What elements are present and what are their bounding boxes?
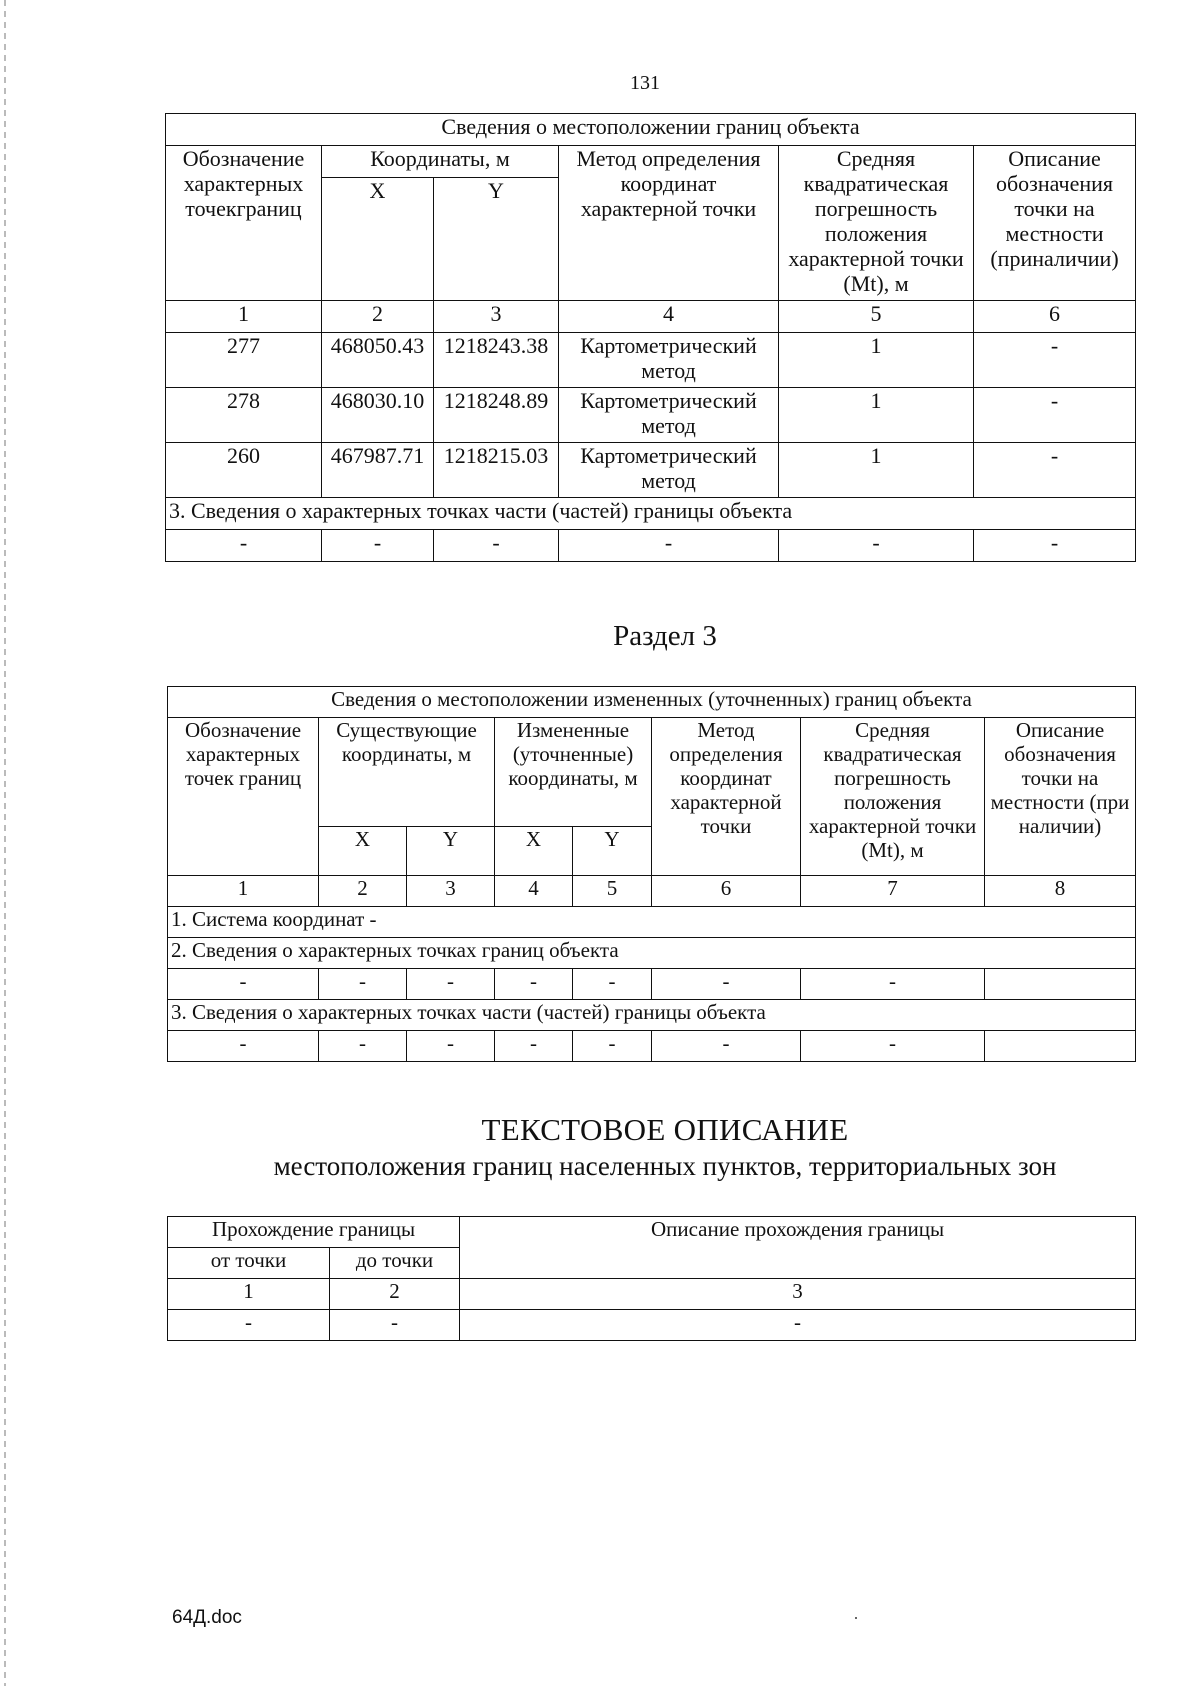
- empty-cell: -: [779, 530, 974, 562]
- col-number: 4: [559, 301, 779, 333]
- error-header: Средняя квадратическая погрешность положения характерной точки (Mt), м: [801, 718, 985, 876]
- col-number: 3: [407, 876, 495, 907]
- empty-cell: -: [974, 530, 1136, 562]
- col-number: 5: [573, 876, 652, 907]
- section-row: [168, 938, 1136, 969]
- column-number-row: [166, 301, 1136, 333]
- col-number: 3: [460, 1279, 1136, 1310]
- y-header: Y: [434, 178, 559, 301]
- empty-row: [168, 1031, 1136, 1062]
- empty-cell: -: [801, 1031, 985, 1062]
- changed-coords-header: Измененные (уточненные) координаты, м: [495, 718, 652, 827]
- from-point-cell: -: [168, 1310, 330, 1341]
- to-point-cell: -: [330, 1310, 460, 1341]
- text-description-title: ТЕКСТОВОЕ ОПИСАНИЕ: [481, 1112, 849, 1147]
- section2-label: 2. Сведения о характерных точках границ объекта: [168, 938, 1136, 969]
- empty-cell: [985, 1031, 1136, 1062]
- section-row: [168, 907, 1136, 938]
- empty-cell: [985, 969, 1136, 1000]
- col-number: 8: [985, 876, 1136, 907]
- empty-cell: -: [573, 1031, 652, 1062]
- section-title: Раздел 3: [613, 620, 717, 652]
- column-number-row: [168, 1279, 1136, 1310]
- x-header: X: [495, 827, 573, 876]
- empty-cell: -: [166, 530, 322, 562]
- error-cell: 1: [779, 443, 974, 498]
- method-cell: Картометрический метод: [559, 443, 779, 498]
- col-number: 1: [168, 1279, 330, 1310]
- error-cell: 1: [779, 388, 974, 443]
- passage-description-header: Описание прохождения границы: [460, 1217, 1136, 1279]
- col-number: 4: [495, 876, 573, 907]
- empty-cell: -: [322, 530, 434, 562]
- table-caption: Сведения о местоположении измененных (уточненных) границ объекта: [168, 687, 1136, 718]
- y-cell: 1218243.38: [434, 333, 559, 388]
- col-number: 1: [168, 876, 319, 907]
- empty-cell: -: [319, 969, 407, 1000]
- method-cell: Картометрический метод: [559, 388, 779, 443]
- table-caption-row: [166, 114, 1136, 146]
- table-row: [166, 443, 1136, 498]
- empty-cell: -: [168, 969, 319, 1000]
- empty-cell: -: [495, 969, 573, 1000]
- description-cell: -: [974, 388, 1136, 443]
- empty-cell: -: [407, 969, 495, 1000]
- y-cell: 1218248.89: [434, 388, 559, 443]
- empty-cell: -: [559, 530, 779, 562]
- point-cell: 278: [166, 388, 322, 443]
- empty-cell: -: [801, 969, 985, 1000]
- error-cell: 1: [779, 333, 974, 388]
- empty-cell: -: [652, 1031, 801, 1062]
- column-number-row: [168, 876, 1136, 907]
- from-point-header: от точки: [168, 1248, 330, 1279]
- method-header: Метод определения координат характерной точки: [559, 146, 779, 301]
- description-header: Описание обозначения точки на местности (приналичии): [974, 146, 1136, 301]
- x-cell: 468050.43: [322, 333, 434, 388]
- y-header: Y: [573, 827, 652, 876]
- changed-boundary-table: [167, 686, 1136, 1062]
- description-header: Описание обозначения точки на местности (при наличии): [985, 718, 1136, 876]
- method-cell: Картометрический метод: [559, 333, 779, 388]
- table-row: [168, 1310, 1136, 1341]
- coordinate-system-label: 1. Система координат -: [168, 907, 1136, 938]
- col-number: 2: [319, 876, 407, 907]
- x-cell: 467987.71: [322, 443, 434, 498]
- section3-label: 3. Сведения о характерных точках части (частей) границы объекта: [168, 1000, 1136, 1031]
- y-cell: 1218215.03: [434, 443, 559, 498]
- point-designation-header: Обозначение характерных точекграниц: [166, 146, 322, 301]
- empty-cell: -: [495, 1031, 573, 1062]
- col-number: 6: [652, 876, 801, 907]
- boundary-passage-table: [167, 1216, 1136, 1341]
- section-row: [166, 498, 1136, 530]
- method-header: Метод определения координат характерной точки: [652, 718, 801, 876]
- x-header: X: [322, 178, 434, 301]
- scan-edge: [4, 0, 6, 1686]
- y-header: Y: [407, 827, 495, 876]
- empty-cell: -: [319, 1031, 407, 1062]
- col-number: 6: [974, 301, 1136, 333]
- col-number: 5: [779, 301, 974, 333]
- empty-cell: -: [652, 969, 801, 1000]
- x-cell: 468030.10: [322, 388, 434, 443]
- page-number: 131: [630, 72, 660, 94]
- error-header: Средняя квадратическая погрешность положения характерной точки (Mt), м: [779, 146, 974, 301]
- empty-cell: -: [573, 969, 652, 1000]
- col-number: 2: [322, 301, 434, 333]
- col-number: 7: [801, 876, 985, 907]
- coordinates-header: Координаты, м: [322, 146, 559, 178]
- col-number: 2: [330, 1279, 460, 1310]
- col-number: 3: [434, 301, 559, 333]
- point-cell: 277: [166, 333, 322, 388]
- existing-coords-header: Существующие координаты, м: [319, 718, 495, 827]
- to-point-header: до точки: [330, 1248, 460, 1279]
- empty-cell: -: [407, 1031, 495, 1062]
- point-cell: 260: [166, 443, 322, 498]
- x-header: X: [319, 827, 407, 876]
- point-designation-header: Обозначение характерных точек границ: [168, 718, 319, 876]
- passage-header: Прохождение границы: [168, 1217, 460, 1248]
- table-row: [166, 333, 1136, 388]
- text-description-subtitle: местоположения границ населенных пунктов, территориальных зон: [273, 1151, 1057, 1181]
- empty-row: [166, 530, 1136, 562]
- section-row: [168, 1000, 1136, 1031]
- empty-cell: -: [168, 1031, 319, 1062]
- table-caption: Сведения о местоположении границ объекта: [166, 114, 1136, 146]
- scan-speck: [855, 1617, 857, 1619]
- table-row: [166, 388, 1136, 443]
- empty-row: [168, 969, 1136, 1000]
- description-cell: -: [974, 443, 1136, 498]
- description-cell: -: [974, 333, 1136, 388]
- col-number: 1: [166, 301, 322, 333]
- description-cell: -: [460, 1310, 1136, 1341]
- footer-filename: 64Д.doc: [172, 1607, 242, 1628]
- section3-label: 3. Сведения о характерных точках части (частей) границы объекта: [166, 498, 1136, 530]
- boundary-location-table: [165, 113, 1136, 562]
- empty-cell: -: [434, 530, 559, 562]
